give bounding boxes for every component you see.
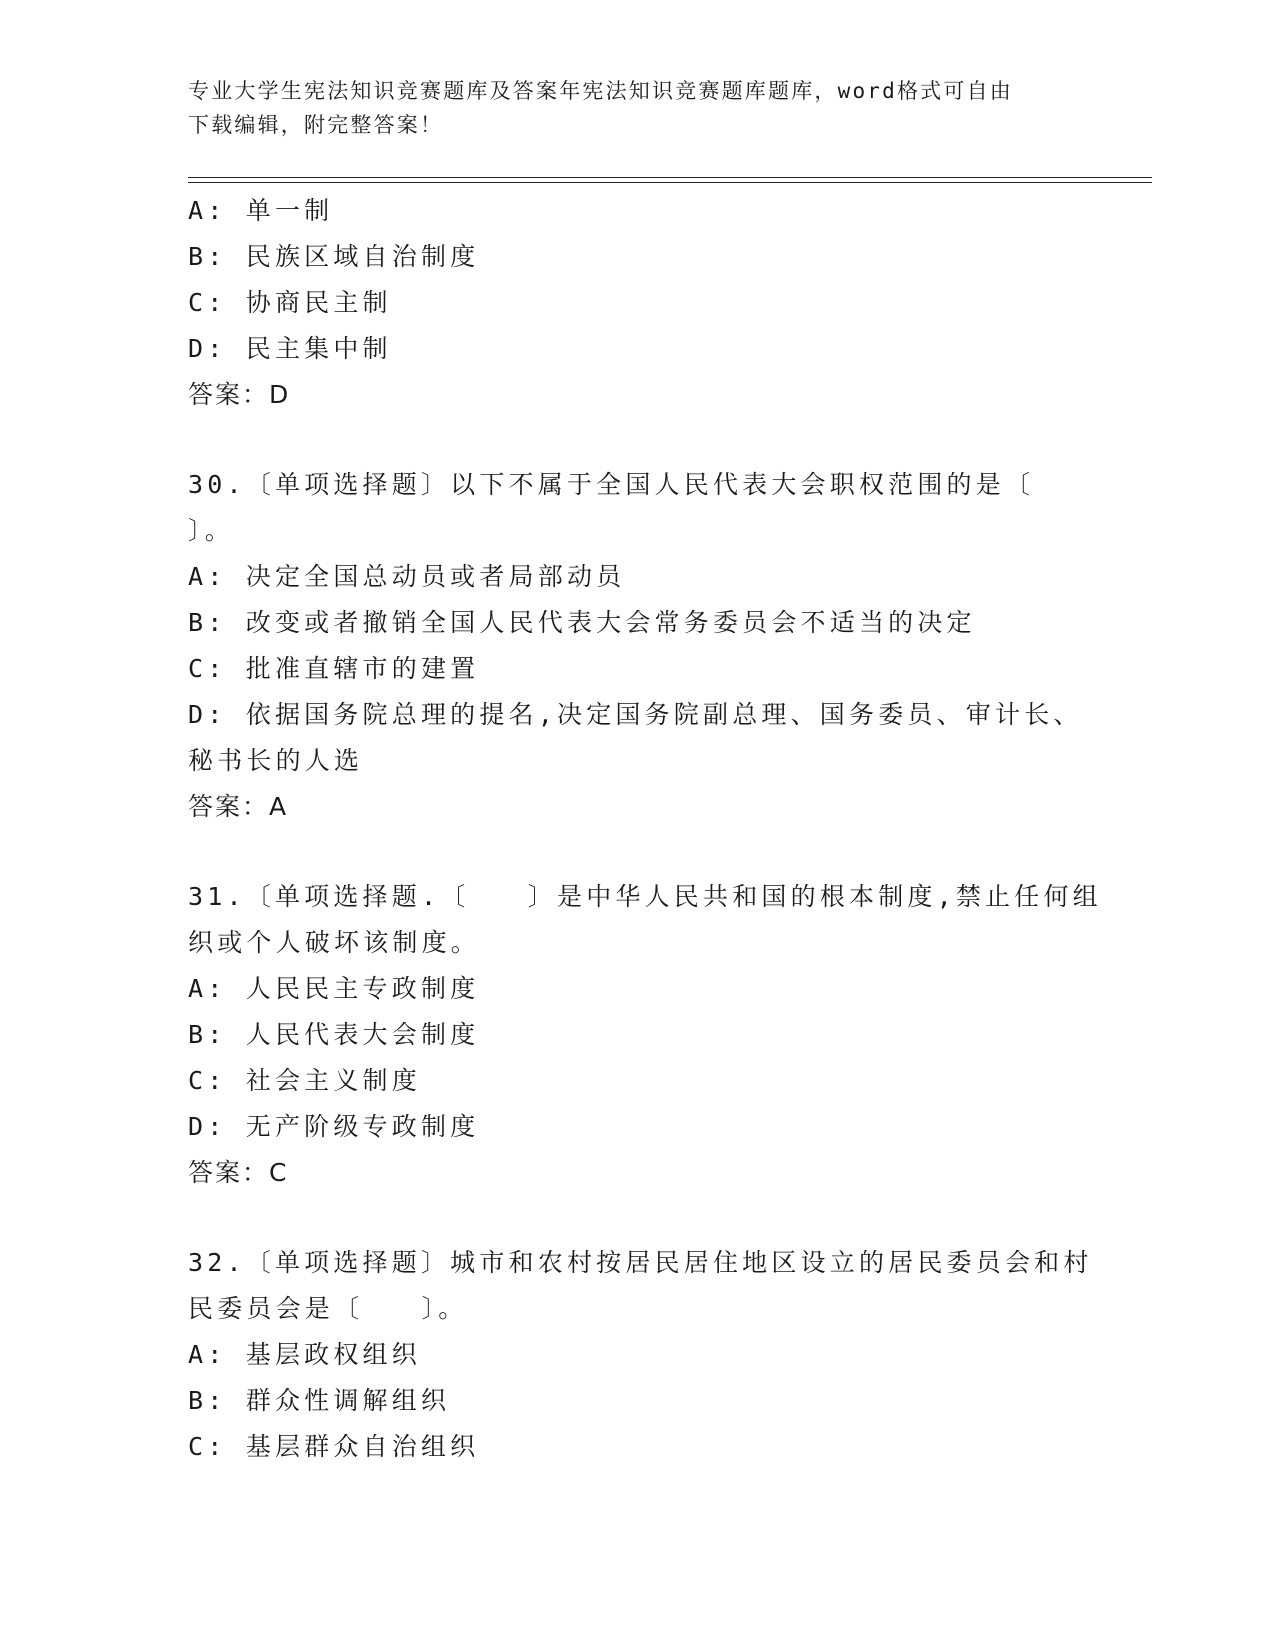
document-header: [188, 74, 1068, 142]
answer: 答案：C: [188, 1158, 289, 1187]
option-a: A: 人民民主专政制度: [188, 974, 480, 1003]
option-c: C: 基层群众自治组织: [188, 1432, 480, 1461]
header-rule-bottom: [188, 182, 1152, 183]
option-a: A: 单一制: [188, 196, 334, 225]
question-stem: 30.〔单项选择题〕以下不属于全国人民代表大会职权范围的是〔: [188, 470, 1035, 499]
question-29: [188, 188, 1088, 418]
header-line-2: 下载编辑，附完整答案！: [188, 113, 444, 137]
option-a: A: 基层政权组织: [188, 1340, 421, 1369]
answer: 答案：D: [188, 380, 291, 409]
option-b: B: 群众性调解组织: [188, 1386, 451, 1415]
header-rule-top: [188, 177, 1152, 178]
option-c: C: 协商民主制: [188, 288, 392, 317]
question-30: [188, 462, 1088, 830]
option-d: D: 民主集中制: [188, 334, 392, 363]
option-d-continued: 秘书长的人选: [188, 746, 364, 775]
question-stem: 32.〔单项选择题〕城市和农村按居民居住地区设立的居民委员会和村: [188, 1248, 1093, 1277]
option-d: D: 无产阶级专政制度: [188, 1112, 480, 1141]
answer: 答案：A: [188, 792, 289, 821]
question-list: [188, 188, 1102, 1470]
option-a: A: 决定全国总动员或者局部动员: [188, 562, 626, 591]
option-c: C: 批准直辖市的建置: [188, 654, 480, 683]
option-b: B: 人民代表大会制度: [188, 1020, 480, 1049]
question-stem-continued: 〕。: [188, 516, 234, 545]
question-stem: 31.〔单项选择题.〔 〕是中华人民共和国的根本制度,禁止任何组: [188, 882, 1102, 911]
question-stem-continued: 民委员会是〔 〕。: [188, 1294, 468, 1323]
option-c: C: 社会主义制度: [188, 1066, 421, 1095]
option-b: B: 民族区域自治制度: [188, 242, 480, 271]
option-b: B: 改变或者撤销全国人民代表大会常务委员会不适当的决定: [188, 608, 976, 637]
option-d: D: 依据国务院总理的提名,决定国务院副总理、国务委员、审计长、: [188, 700, 1083, 729]
question-stem-continued: 织或个人破坏该制度。: [188, 928, 481, 957]
header-line-1: 专业大学生宪法知识竞赛题库及答案年宪法知识竞赛题库题库，word格式可自由: [188, 79, 1013, 103]
question-32: [188, 1240, 1093, 1470]
question-31: [188, 874, 1102, 1196]
